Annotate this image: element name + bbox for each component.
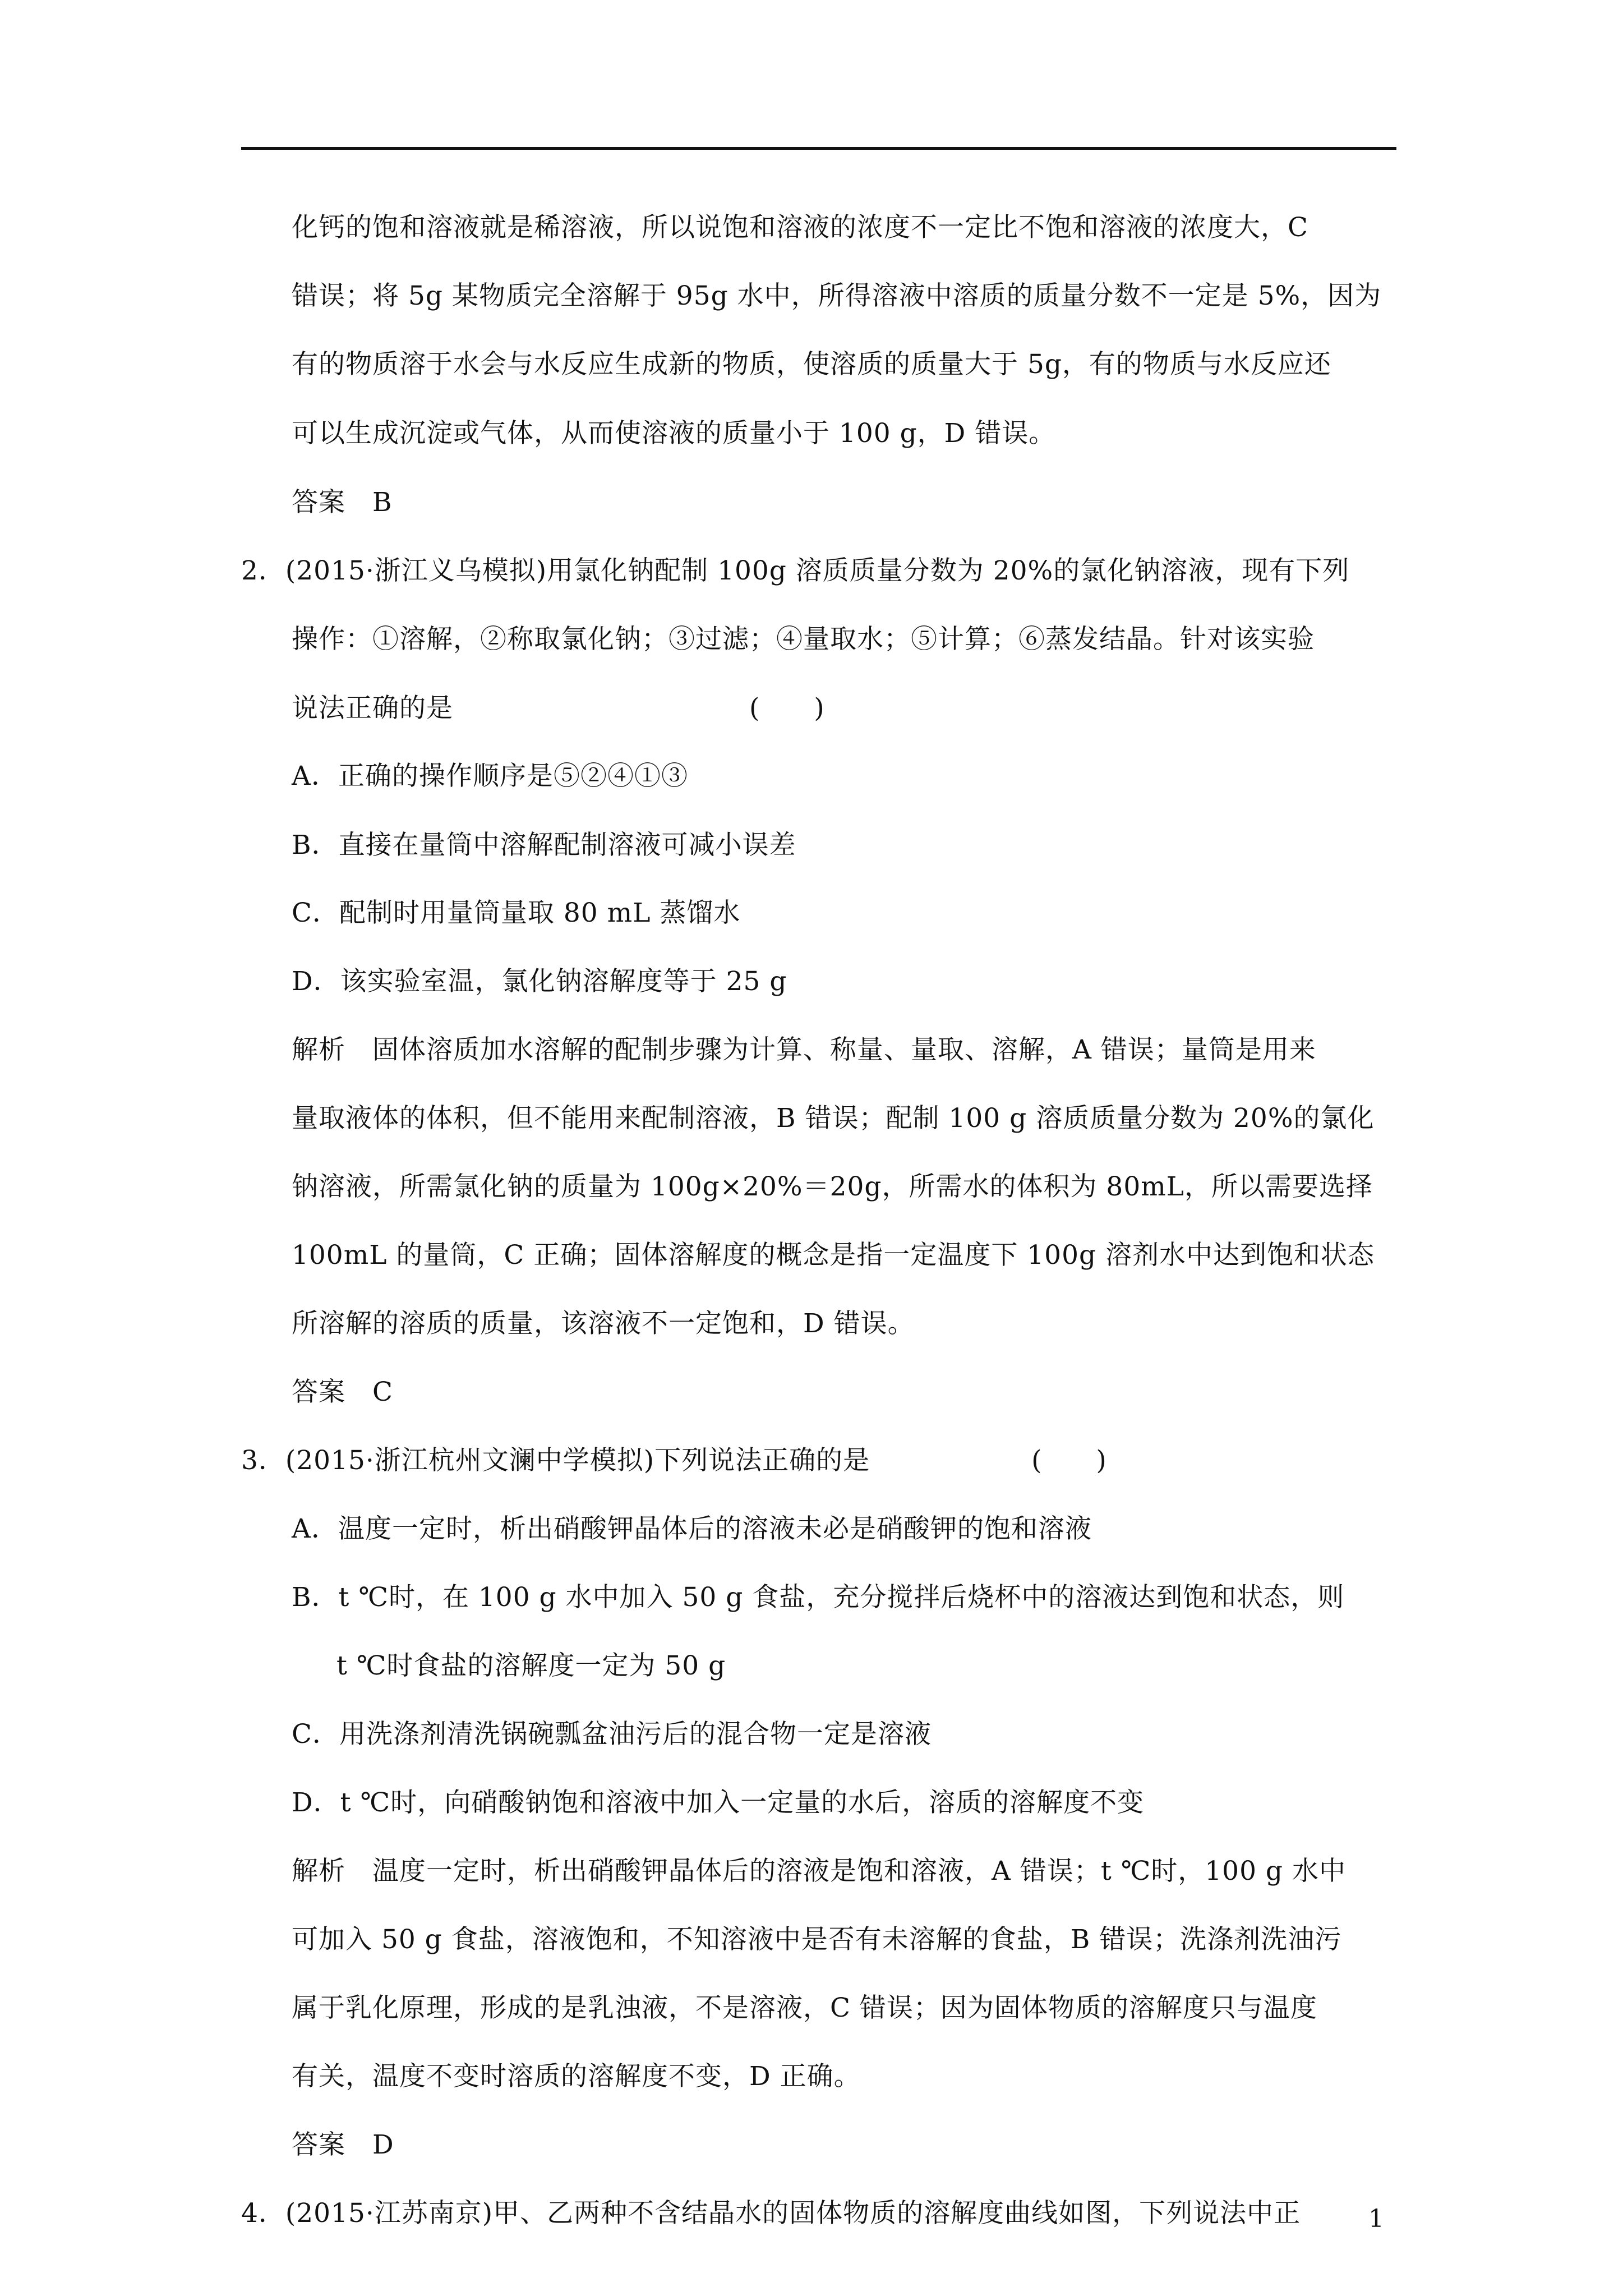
- analysis-line: 解析 固体溶质加水溶解的配制步骤为计算、称量、量取、溶解，A 错误；量筒是用来: [292, 1034, 1316, 1065]
- text-line: 说法正确的是 ( ): [292, 693, 825, 724]
- text-line: t ℃时食盐的溶解度一定为 50 g: [336, 1650, 726, 1681]
- option-line: B．t ℃时，在 100 g 水中加入 50 g 食盐，充分搅拌后烧杯中的溶液达到饱和状态，则: [292, 1582, 1345, 1613]
- answer-line: 答案 D: [292, 2129, 394, 2160]
- option-line: B．直接在量筒中溶解配制溶液可减小误差: [292, 830, 796, 861]
- option-line: D．该实验室温，氯化钠溶解度等于 25 g: [292, 966, 787, 997]
- text-line: 量取液体的体积，但不能用来配制溶液，B 错误；配制 100 g 溶质质量分数为 20%的氯化: [292, 1103, 1375, 1134]
- answer-line: 答案 B: [292, 487, 393, 518]
- text-line: 可加入 50 g 食盐，溶液饱和，不知溶液中是否有未溶解的食盐，B 错误；洗涤剂洗油污: [292, 1924, 1342, 1955]
- text-line: 100mL 的量筒，C 正确；固体溶解度的概念是指一定温度下 100g 溶剂水中达到饱和状态: [292, 1240, 1375, 1271]
- text-line: 可以生成沉淀或气体，从而使溶液的质量小于 100 g，D 错误。: [292, 418, 1056, 449]
- text-line: 有的物质溶于水会与水反应生成新的物质，使溶质的质量大于 5g，有的物质与水反应还: [292, 349, 1331, 380]
- text-line: 有关，温度不变时溶质的溶解度不变，D 正确。: [292, 2061, 861, 2092]
- text-line: 操作：①溶解，②称取氯化钠；③过滤；④量取水；⑤计算；⑥蒸发结晶。针对该实验: [292, 624, 1315, 655]
- text-line: 所溶解的溶质的质量，该溶液不一定饱和，D 错误。: [292, 1308, 915, 1339]
- option-line: A．温度一定时，析出硝酸钾晶体后的溶液未必是硝酸钾的饱和溶液: [292, 1513, 1092, 1544]
- answer-line: 答案 C: [292, 1377, 393, 1407]
- text-line: 错误；将 5g 某物质完全溶解于 95g 水中，所得溶液中溶质的质量分数不一定是 5%，因为: [292, 280, 1382, 311]
- option-line: D．t ℃时，向硝酸钠饱和溶液中加入一定量的水后，溶质的溶解度不变: [292, 1787, 1145, 1818]
- text-line: 化钙的饱和溶液就是稀溶液，所以说饱和溶液的浓度不一定比不饱和溶液的浓度大，C: [292, 212, 1308, 243]
- question-line: 2．(2015·浙江义乌模拟)用氯化钠配制 100g 溶质质量分数为 20%的氯化钠溶液，现有下列: [241, 555, 1350, 586]
- question-line: 3．(2015·浙江杭州文澜中学模拟)下列说法正确的是 ( ): [241, 1445, 1107, 1476]
- text-line: 属于乳化原理，形成的是乳浊液，不是溶液，C 错误；因为固体物质的溶解度只与温度: [292, 1993, 1317, 2023]
- header-rule: [241, 147, 1396, 150]
- option-line: A．正确的操作顺序是⑤②④①③: [292, 761, 688, 792]
- option-line: C．配制时用量筒量取 80 mL 蒸馏水: [292, 898, 741, 928]
- analysis-line: 解析 温度一定时，析出硝酸钾晶体后的溶液是饱和溶液，A 错误；t ℃时，100 g 水中: [292, 1856, 1346, 1887]
- option-line: C．用洗涤剂清洗锅碗瓢盆油污后的混合物一定是溶液: [292, 1719, 932, 1750]
- text-line: 钠溶液，所需氯化钠的质量为 100g×20%＝20g，所需水的体积为 80mL，所以需要选择: [292, 1171, 1373, 1202]
- question-line: 4．(2015·江苏南京)甲、乙两种不含结晶水的固体物质的溶解度曲线如图，下列说法中正: [241, 2198, 1301, 2229]
- page-number: 1: [1368, 2205, 1384, 2233]
